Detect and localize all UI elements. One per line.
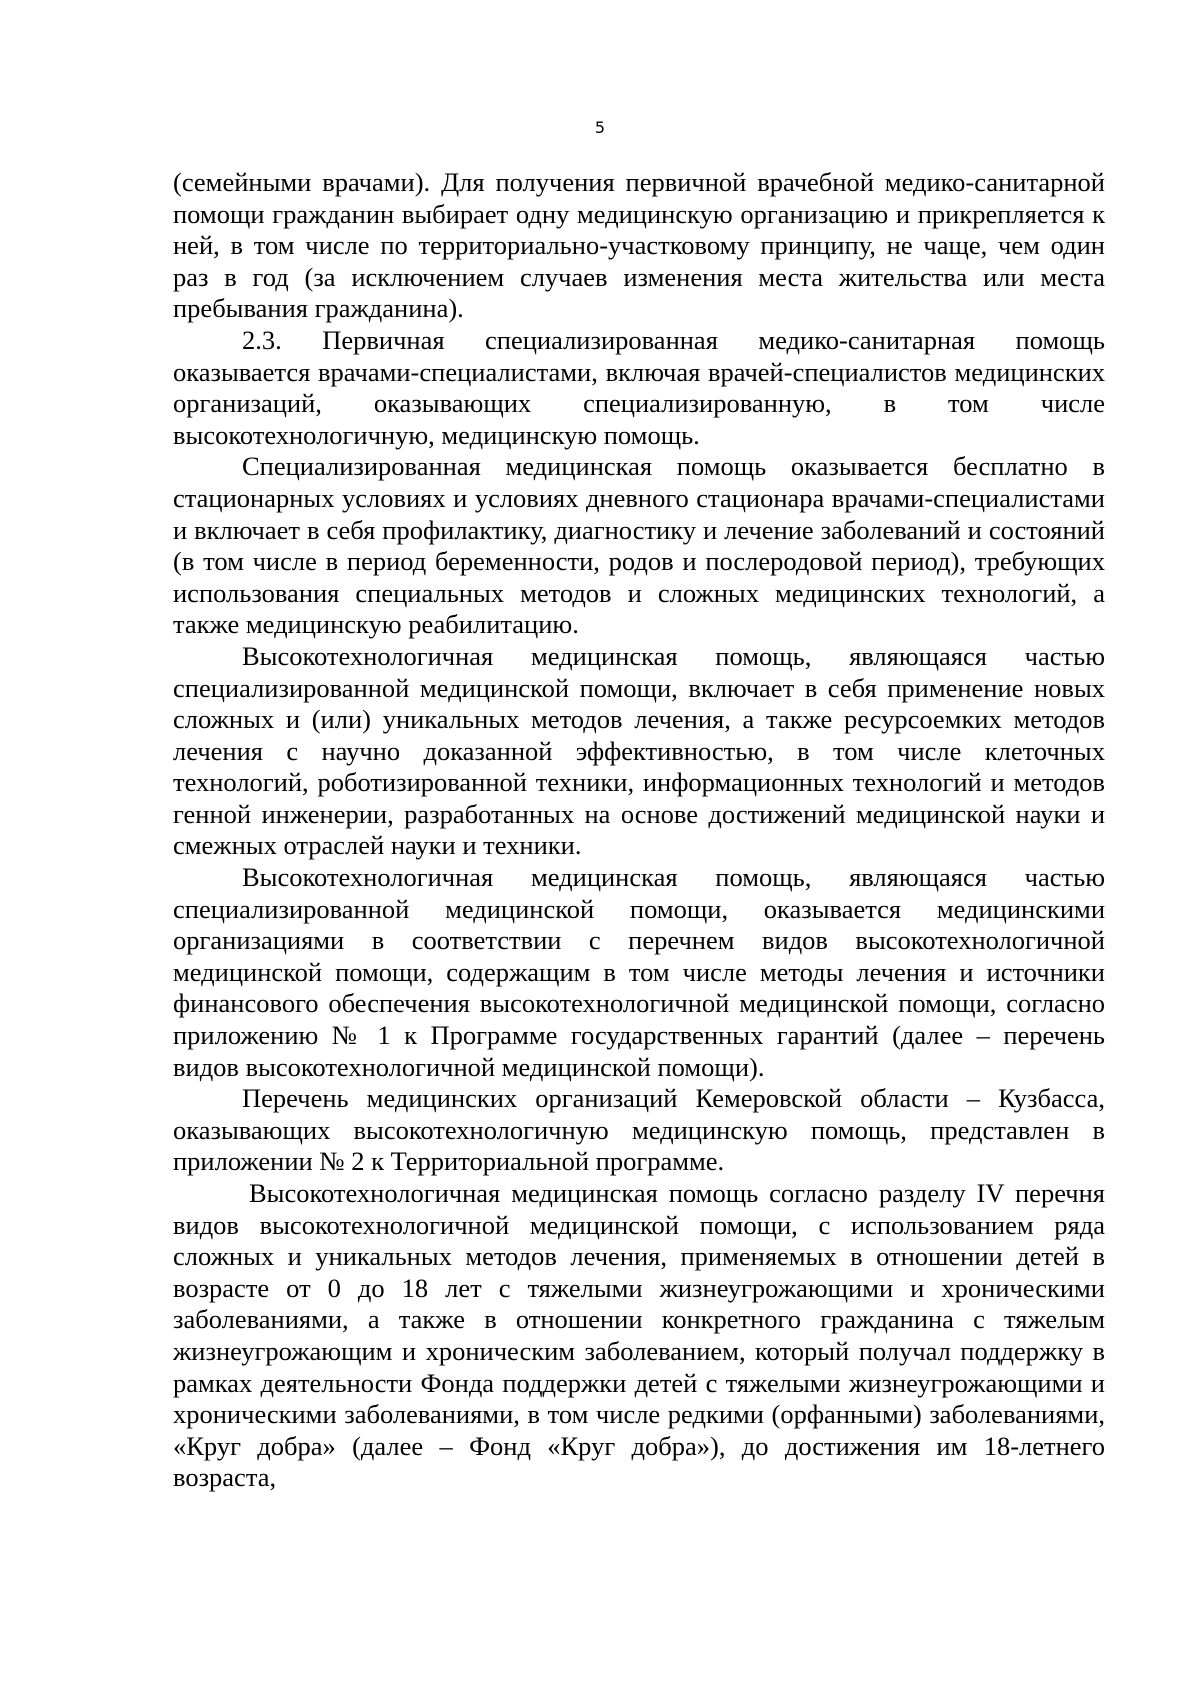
paragraph-high-tech-care-list: Высокотехнологичная медицинская помощь, являющаяся частью специализированной медицинской помощи, оказывается медицинскими организациями в соответствии с перечнем видов высокотехнологичной медицинской помощи, содержащим в том числе методы лечения и источники финансового обеспечения высокотехнологичной медицинской помощи, согласно приложению № 1 к Программе государственных гарантий (далее – перечень видов высокотехнологичной медицинской помощи). <box>173 862 1105 1082</box>
paragraph-section-iv: Высокотехнологичная медицинская помощь согласно разделу IV перечня видов высокотехнологичной медицинской помощи, с использованием ряда сложных и уникальных методов лечения, применяемых в отношении детей в возрасте от 0 до 18 лет с тяжелыми жизнеугрожающими и хроническими заболеваниями, а также в отношении конкретного гражданина с тяжелым жизнеугрожающим и хроническим заболеванием, который получал поддержку в рамках деятельности Фонда поддержки детей с тяжелыми жизнеугрожающими и хроническими заболеваниями, в том числе редкими (орфанными) заболеваниями, «Круг добра» (далее – Фонд «Круг добра»), до достижения им 18-летнего возраста, <box>173 1178 1105 1493</box>
paragraph-continuation: (семейными врачами). Для получения первичной врачебной медико-санитарной помощи гражданин выбирает одну медицинскую организацию и прикрепляется к ней, в том числе по территориально-участковому принципу, не чаще, чем один раз в год (за исключением случаев изменения места жительства или места пребывания гражданина). <box>173 167 1105 324</box>
paragraph-organizations-list: Перечень медицинских организаций Кемеровской области – Кузбасса, оказывающих высокотехнологичную медицинскую помощь, представлен в приложении № 2 к Территориальной программе. <box>173 1083 1105 1177</box>
paragraph-section-2-3: 2.3. Первичная специализированная медико-санитарная помощь оказывается врачами-специалистами, включая врачей-специалистов медицинских организаций, оказывающих специализированную, в том числе высокотехнологичную, медицинскую помощь. <box>173 324 1105 450</box>
page-number: 5 <box>594 118 606 137</box>
paragraph-specialized-care: Специализированная медицинская помощь оказывается бесплатно в стационарных условиях и условиях дневного стационара врачами-специалистами и включает в себя профилактику, диагностику и лечение заболеваний и состояний (в том числе в период беременности, родов и послеродовой период), требующих использования специальных методов и сложных медицинских технологий, а также медицинскую реабилитацию. <box>173 451 1105 640</box>
paragraph-high-tech-care-definition: Высокотехнологичная медицинская помощь, являющаяся частью специализированной медицинской помощи, включает в себя применение новых сложных и (или) уникальных методов лечения, а также ресурсоемких методов лечения с научно доказанной эффективностью, в том числе клеточных технологий, роботизированной техники, информационных технологий и методов генной инженерии, разработанных на основе достижений медицинской науки и смежных отраслей науки и техники. <box>173 640 1105 861</box>
document-body <box>173 167 1105 1494</box>
